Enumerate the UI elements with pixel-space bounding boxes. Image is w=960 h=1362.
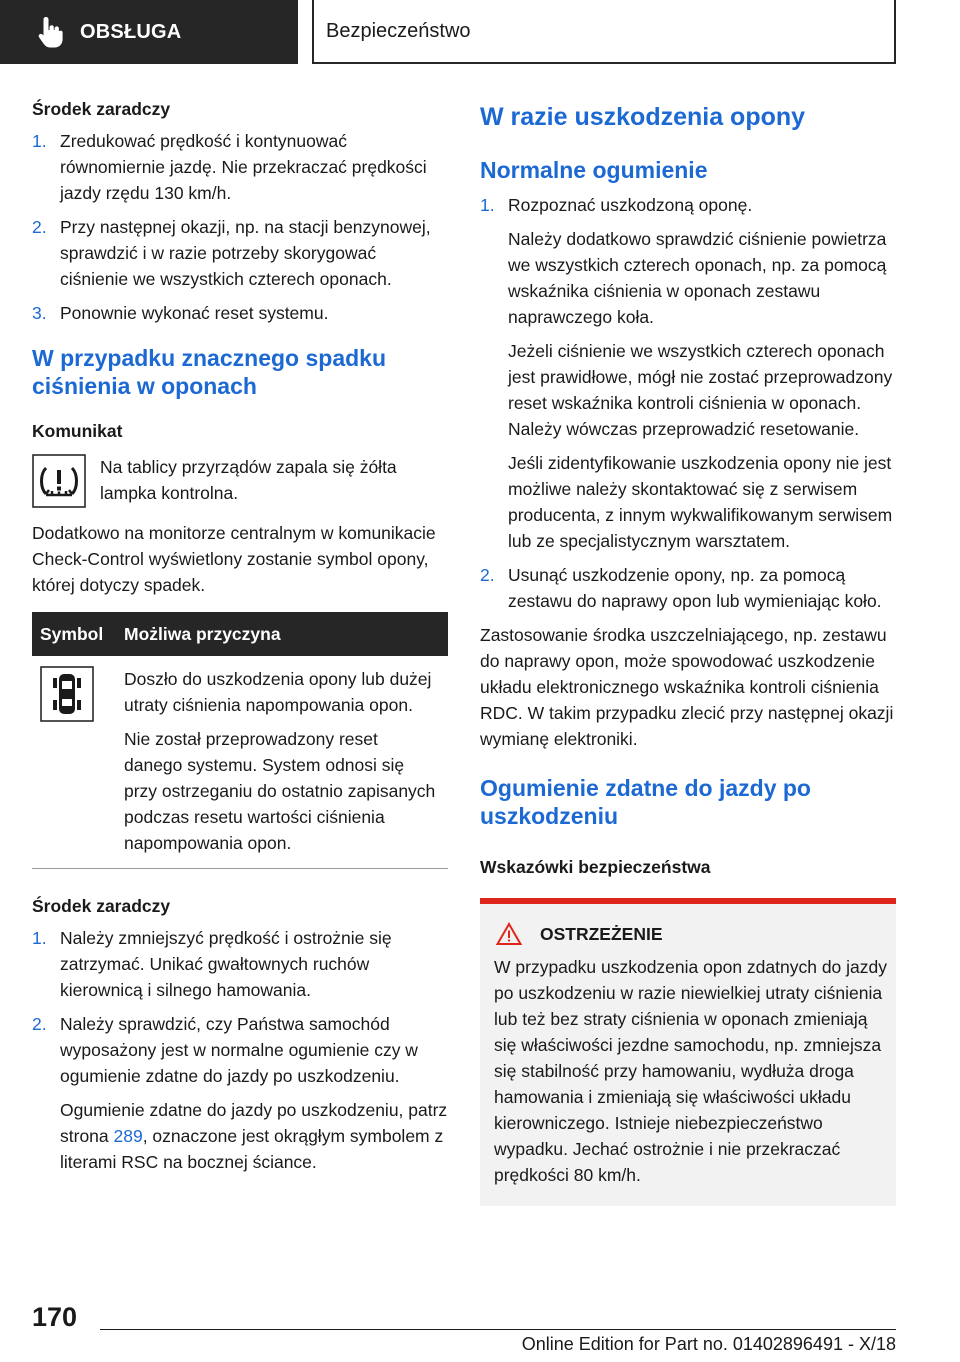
list-text: Należy dodatkowo sprawdzić ciśnienie powietrza we wszystkich czterech oponach, np. za pomocą wskaźnika ciśnienia w oponach zestawu naprawczego koła.: [508, 229, 887, 327]
list-text: Jeśli zidentyfikowanie uszkodzenia opony nie jest możliwe należy skontaktować się z serwisem producenta, z innym wykwalifikowanym serwisem lub ze specjalistycznym warsztatem.: [508, 453, 893, 551]
edition-info: Online Edition for Part no. 01402896491 - X/18: [521, 1334, 896, 1354]
section-tab: [0, 0, 298, 64]
page-footer: [0, 1296, 960, 1362]
list-text-block: [508, 192, 896, 554]
list-text: Rozpoznać uszkodzoną oponę.: [508, 195, 753, 215]
page-reference-link[interactable]: 289: [113, 1126, 143, 1146]
message-heading: Komunikat: [32, 421, 123, 441]
right-column: [480, 102, 896, 1206]
table-header-cause: Możliwa przyczyna: [116, 612, 448, 656]
section-label: OBSŁUGA: [80, 20, 182, 43]
list-number: 1.: [480, 195, 495, 215]
list-number: 1.: [32, 928, 47, 948]
list-text: Należy zmniejszyć prędkość i ostrożnie się zatrzymać. Unikać gwałtownych ruchów kierownicą i silnego hamowania.: [60, 928, 392, 1000]
list-item: [480, 192, 896, 554]
main-heading: W razie uszkodzenia opony: [480, 103, 806, 131]
normal-tires-heading: Normalne ogumienie: [480, 157, 708, 183]
list-number: 3.: [32, 303, 47, 323]
cause-text-2: Nie został przeprowadzony reset danego systemu. System odnosi się przy ostrzeganiu do ostatnio zapisanych podczas resetu wartości ciśnienia napompowania opon.: [124, 729, 436, 853]
safety-heading: Wskazówki bezpieczeństwa: [480, 857, 711, 877]
remedy-list-2: [32, 925, 448, 1175]
symbol-table: [32, 612, 448, 869]
car-tires-symbol-icon: [40, 666, 94, 722]
list-text: Usunąć uszkodzenie opony, np. za pomocą zestawu do naprawy opon lub wymieniając koło.: [508, 565, 882, 611]
table-row: [32, 656, 448, 869]
list-number: 2.: [480, 565, 495, 585]
remedy-heading-2: Środek zaradczy: [32, 896, 171, 916]
list-text: Zredukować prędkość i kontynuować równomiernie jazdę. Nie przekraczać prędkości jazdy rzędu 130 km/h.: [60, 131, 427, 203]
ref-text-pre: Ogumienie zdatne do jazdy po uszkodzeniu, patrz strona: [60, 1100, 448, 1146]
list-number: 1.: [32, 131, 47, 151]
list-item: [32, 1011, 448, 1175]
warning-box: [480, 898, 896, 1206]
list-item: [32, 214, 448, 292]
list-text-with-link: [60, 1097, 448, 1175]
list-item: [32, 300, 448, 326]
warning-text: W przypadku uszkodzenia opon zdatnych do jazdy po uszkodzeniu w razie niewielkiej utraty ciśnienia lub też bez straty ciśnienia w oponach zmieniają się właściwości jezdne samochodu, np. zmniejsza się stabilność przy hamowaniu, wydłuża droga hamowania i zmieniają się właściwości układu kierowniczego. Istnieje niebezpieczeństwo wypadku. Jechać ostrożnie i nie przekraczać prędkości 80 km/h.: [494, 957, 888, 1185]
list-item: [32, 925, 448, 1003]
message-row: [32, 454, 448, 508]
message-text: Na tablicy przyrządów zapala się żółta lampka kontrolna.: [100, 457, 397, 503]
page-header: [0, 0, 960, 66]
remedy-list: [32, 128, 448, 326]
table-cell-cause: [116, 656, 448, 869]
table-cell-symbol: [32, 656, 116, 869]
pressure-loss-heading: W przypadku znacznego spadku ciśnienia w oponach: [32, 345, 386, 399]
page-number: 170: [32, 1302, 78, 1332]
chapter-tab: [312, 0, 896, 64]
footer-divider: [100, 1329, 896, 1330]
runflat-heading: Ogumienie zdatne do jazdy po uszkodzeniu: [480, 775, 811, 829]
additional-info: Dodatkowo na monitorze centralnym w komunikacie Check-Control wyświetlony zostanie symbol opony, której dotyczy spadek.: [32, 523, 436, 595]
left-column: [32, 96, 448, 1183]
cause-text-1: Doszło do uszkodzenia opony lub dużej utraty ciśnienia napompowania opon.: [124, 669, 432, 715]
list-number: 2.: [32, 1014, 47, 1034]
list-number: 2.: [32, 217, 47, 237]
chapter-title: Bezpieczeństwo: [326, 19, 471, 42]
remedy-heading: Środek zaradczy: [32, 99, 171, 119]
table-header-row: [32, 612, 448, 656]
table-header-symbol: Symbol: [32, 612, 116, 656]
list-text: Ponownie wykonać reset systemu.: [60, 303, 329, 323]
hand-pointer-icon: [36, 15, 66, 49]
list-text: Jeżeli ciśnienie we wszystkich czterech oponach jest prawidłowe, mógł nie zostać przeprowadzony reset wskaźnika kontroli ciśnienia w oponach. Należy wówczas przeprowadzić resetowanie.: [508, 341, 893, 439]
tire-pressure-warning-icon: [32, 454, 86, 508]
list-item: [32, 128, 448, 206]
list-text-block: [60, 1011, 448, 1175]
warning-triangle-icon: [496, 922, 522, 946]
tire-damage-list: [480, 192, 896, 614]
list-text: Przy następnej okazji, np. na stacji benzynowej, sprawdzić i w razie potrzeby skorygować ciśnienie we wszystkich czterech oponach.: [60, 217, 431, 289]
warning-title-row: [496, 922, 888, 946]
sealant-note: Zastosowanie środka uszczelniającego, np. zestawu do naprawy opon, może spowodować uszkodzenie układu elektronicznego wskaźnika kontroli ciśnienia RDC. W takim przypadku zlecić przy następnej okazji wymianę elektroniki.: [480, 625, 894, 749]
list-text: Należy sprawdzić, czy Państwa samochód wyposażony jest w normalne ogumienie czy w ogumienie zdatne do jazdy po uszkodzeniu.: [60, 1014, 418, 1086]
list-item: [480, 562, 896, 614]
warning-title: OSTRZEŻENIE: [540, 923, 663, 944]
ref-text-post: , oznaczone jest okrągłym symbolem z literami RSC na bocznej ściance.: [60, 1126, 444, 1172]
